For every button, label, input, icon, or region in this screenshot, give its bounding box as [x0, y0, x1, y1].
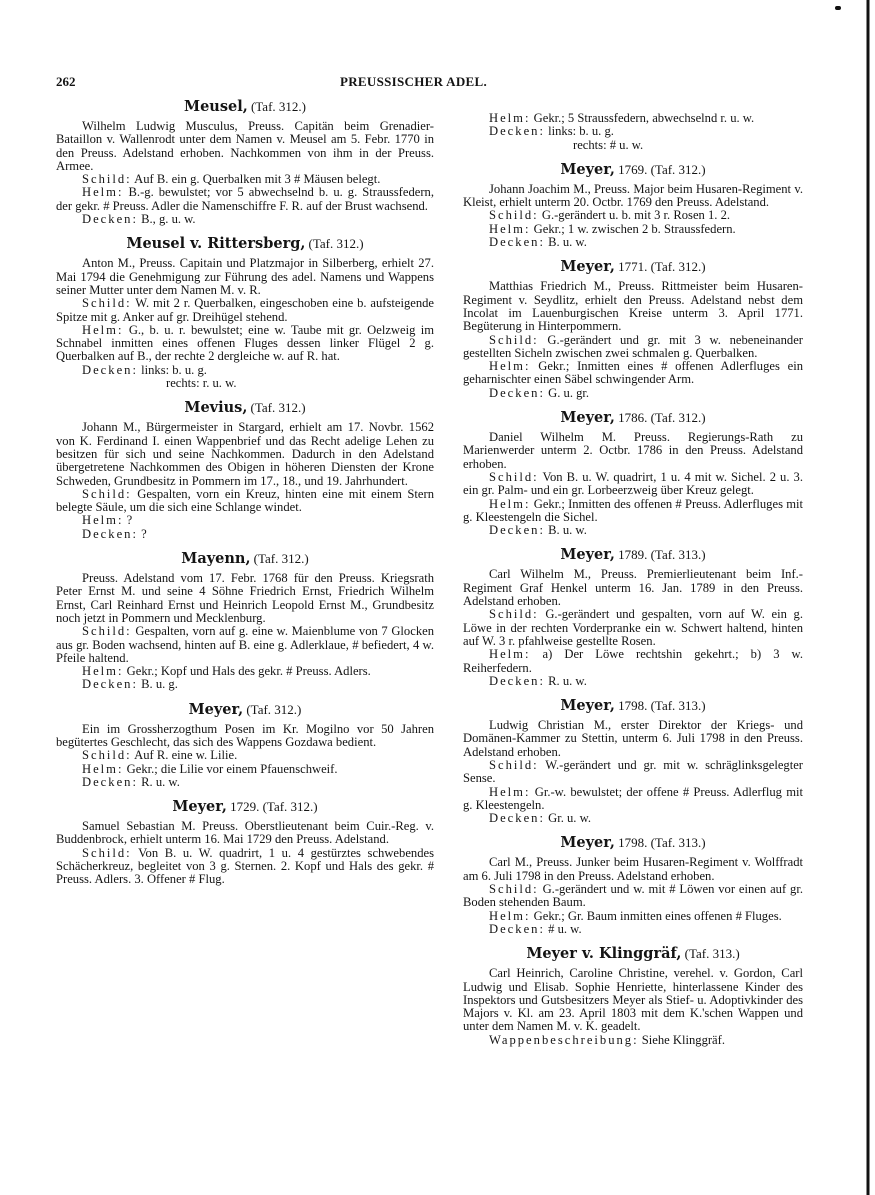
paragraph-text: G. u. gr.	[548, 385, 590, 400]
blazon-label: Helm:	[82, 513, 124, 528]
blazon-label: Schild:	[489, 208, 539, 223]
paragraph-text: links: b. u. g.	[548, 124, 614, 139]
blazon-line	[463, 471, 803, 498]
entry-heading	[463, 161, 803, 179]
blazon-label: Decken:	[489, 921, 545, 936]
blazon-line	[56, 364, 434, 377]
paragraph-text: Von B. u. W. quadrirt, 1 u. 4 gestürztes schwebendes Schächerkreuz, begleitet von 3 g. Sternen. 2. Kopf und Hals des gekr. # Preuss. Adlers. 3. Offener # Flug.	[56, 845, 434, 887]
blazon-label: Decken:	[82, 362, 138, 377]
blazon-label: Decken:	[489, 385, 545, 400]
entry	[463, 834, 803, 936]
paragraph-text: Gr.-w. bewulstet; der offene # Preuss. Adlerflug mit g. Kleestengeln.	[463, 784, 803, 812]
blazon-label: Schild:	[489, 607, 539, 622]
plate-reference: 1771. (Taf. 312.)	[618, 259, 706, 275]
paragraph-text: Ein im Grossherzogthum Posen im Kr. Mogilno vor 50 Jahren begütertes Geschlecht, das sich des Wappens Gozdawa bedient.	[56, 721, 434, 749]
blazon-line	[56, 173, 434, 186]
paragraph-text: Gespalten, vorn ein Kreuz, hinten eine mit einem Stern belegte Säule, um die sich eine Schlange windet.	[56, 486, 434, 515]
blazon-line	[463, 923, 803, 936]
plate-reference: (Taf. 312.)	[308, 236, 364, 252]
paragraph-text: Gekr.; Gr. Baum inmitten eines offenen # Fluges.	[533, 908, 782, 923]
blazon-line	[56, 213, 434, 226]
blazon-line	[56, 763, 434, 776]
entry	[56, 98, 434, 226]
paragraph-text: Daniel Wilhelm M. Preuss. Regierungs-Rath zu Marienwerder unterm 2. Octbr. 1786 in den Preuss. Adelstand erhoben.	[463, 430, 803, 471]
paragraph-text: B. u. w.	[548, 235, 587, 250]
paragraph-text: Johann M., Bürgermeister in Stargard, erhielt am 17. Novbr. 1562 von K. Ferdinand I. einen Wappenbrief und das Recht adelige Lehen zu besitzen für sich und seine Nachkommen. Dadurch in den Adelstand übergetretene Nachkommen des Obigen in höheren Diensten der Krone Schweden, Grundbesitz in Pommern im 17., 18., und 19. Jahrhundert.	[56, 420, 434, 488]
paragraph-text: links: b. u. g.	[141, 362, 207, 377]
right-column	[463, 112, 803, 1056]
blazon-label: Schild:	[82, 296, 132, 311]
paragraph-text: B. u. g.	[141, 677, 178, 692]
blazon-line	[463, 759, 803, 786]
blazon-line	[463, 812, 803, 825]
page-number: 262	[56, 74, 76, 89]
paragraph-text: R. u. w.	[141, 774, 180, 789]
blazon-line	[56, 625, 434, 665]
plate-reference: (Taf. 313.)	[684, 946, 740, 962]
blazon-line	[56, 514, 434, 527]
paragraph-text: ?	[141, 526, 147, 541]
paragraph-text: G.-gerändert und w. mit # Löwen vor einen auf gr. Boden stehenden Baum.	[463, 882, 803, 910]
family-name: Meyer,	[188, 700, 244, 718]
blazon-line	[463, 498, 803, 525]
blazon-label: Schild:	[82, 172, 132, 187]
entry-heading	[56, 399, 434, 417]
blazon-label: Helm:	[489, 221, 531, 236]
blazon-continuation	[463, 139, 803, 152]
paragraph-text: ?	[126, 513, 133, 528]
paragraph-text: Gespalten, vorn auf g. eine w. Maienblume von 7 Glocken aus gr. Boden wachsend, hinten auf B. eine g. Adlerklaue, # befiedert, 4 w. Pfeile haltend.	[56, 624, 434, 665]
paragraph-text: B.-g. bewulstet; vor 5 abwechselnd b. u. g. Straussfedern, der gekr. # Preuss. Adler die Namenschiffre F. R. auf der Brust wachsend.	[56, 185, 434, 213]
entry-text	[463, 719, 803, 759]
blazon-label: Decken:	[82, 774, 138, 789]
paragraph-text: G.-gerändert und gr. mit 3 w. nebeneinander gestellten Sicheln zwischen zwei schmalen g. Querbalken.	[463, 332, 803, 360]
paragraph-text: Preuss. Adelstand vom 17. Febr. 1768 für den Preuss. Kriegsrath Peter Ernst M. und seine 4 Söhne Friedrich Ernst, Friedrich Wilhelm Ernst, Carl Reinhard Ernst und Heinrich Leopold Ernst M., Grundbesitz noch jetzt in Pommern und Mecklenburg.	[56, 571, 434, 625]
blazon-line	[56, 186, 434, 213]
blazon-continuation	[56, 377, 434, 390]
paragraph-text: Gekr.; 1 w. zwischen 2 b. Straussfedern.	[533, 221, 736, 236]
blazon-label: Decken:	[82, 212, 138, 227]
family-name: Mayenn,	[181, 550, 251, 568]
family-name: Meyer,	[560, 834, 615, 852]
blazon-line	[463, 608, 803, 648]
family-name: Mevius,	[184, 399, 248, 417]
blazon-line	[56, 324, 434, 364]
plate-reference: 1789. (Taf. 313.)	[618, 547, 706, 563]
left-column	[56, 98, 434, 896]
paragraph-text: rechts: r. u. w.	[166, 376, 237, 391]
entry-text	[56, 723, 434, 750]
paragraph-text: B. u. w.	[548, 523, 587, 538]
plate-reference: (Taf. 312.)	[250, 99, 306, 114]
blazon-line	[463, 675, 803, 688]
blazon-line	[463, 387, 803, 400]
paragraph-text: G., b. u. r. bewulstet; eine w. Taube mit gr. Oelzweig im Schnabel inmitten eines offenen Fluges dessen linker Flügel 2 g. Querbalken auf B., der rechte 2 dergleiche w. auf R. hat.	[56, 322, 435, 364]
paragraph-text: Auf B. ein g. Querbalken mit 3 # Mäusen belegt.	[134, 172, 381, 187]
family-name: Meyer v. Klinggräf,	[526, 945, 682, 963]
paragraph-text: W. mit 2 r. Querbalken, eingeschoben eine b. aufsteigende Spitze mit g. Anker auf gr. Dreihügel stehend.	[56, 296, 435, 324]
blazon-line	[463, 209, 803, 222]
blazon-label: Helm:	[82, 322, 124, 337]
blazon-label: Helm:	[82, 664, 124, 679]
blazon-line	[56, 749, 434, 762]
paragraph-text: Samuel Sebastian M. Preuss. Oberstlieutenant beim Cuir.-Reg. v. Buddenbrock, erhielt unterm 16. Mai 1729 den Preuss. Adelstand.	[56, 819, 434, 847]
entry-text	[463, 280, 803, 333]
entry	[463, 697, 803, 825]
family-name: Meyer,	[560, 697, 615, 715]
blazon-line	[463, 223, 803, 236]
blazon-label: Schild:	[489, 882, 539, 897]
plate-reference: 1786. (Taf. 312.)	[618, 410, 706, 426]
blazon-line	[463, 334, 803, 361]
paragraph-text: G.-gerändert und gespalten, vorn auf W. ein g. Löwe in der rechten Vorderpranke ein w. Schwert haltend, hinten auf W. 3 r. pfahlweise gestellte Rosen.	[463, 607, 803, 648]
blazon-label: Decken:	[489, 811, 545, 826]
paragraph-text: Johann Joachim M., Preuss. Major beim Husaren-Regiment v. Kleist, erhielt unterm 20. Octbr. 1769 den Preuss. Adelstand.	[463, 181, 803, 210]
blazon-line	[56, 847, 434, 887]
blazon-line	[463, 125, 803, 138]
blazon-label: Schild:	[489, 757, 539, 772]
entry	[56, 399, 434, 541]
entry-text	[56, 120, 434, 173]
blazon-line	[463, 112, 803, 125]
blazon-label: Decken:	[489, 235, 545, 250]
paragraph-text: Gr. u. w.	[548, 811, 592, 826]
running-title: PREUSSISCHER ADEL.	[340, 74, 487, 89]
paragraph-text: Carl M., Preuss. Junker beim Husaren-Regiment v. Wolffradt am 6. Juli 1798 in den Preuss. Adelstand erhoben.	[463, 855, 803, 883]
entry-text	[56, 820, 434, 847]
entry	[463, 258, 803, 400]
entry-text	[463, 967, 803, 1033]
blazon-label: Wappenbeschreibung:	[489, 1032, 639, 1047]
blazon-line	[463, 524, 803, 537]
paragraph-text: Matthias Friedrich M., Preuss. Rittmeister beim Husaren-Regiment v. Seydlitz, erhielt den Preuss. Adelstand nebst dem Incolat im Lauenburgischen Kreise unterm 3. April 1771. Begüterung in Hinterpommern.	[463, 279, 803, 334]
entry-heading	[463, 258, 803, 276]
blazon-line	[463, 1034, 803, 1047]
entry-heading	[463, 945, 803, 963]
paragraph-text: B., g. u. w.	[141, 212, 196, 227]
entry-heading	[463, 697, 803, 715]
paragraph-text: Gekr.; Inmitten des offenen # Preuss. Adlerfluges mit g. Kleestengeln die Sichel.	[463, 496, 803, 524]
paragraph-text: Ludwig Christian M., erster Direktor der Kriegs- und Domänen-Kammer zu Stettin, unterm 6. Juli 1798 in den Preuss. Adelstand erhoben.	[463, 718, 803, 759]
paragraph-text: W.-gerändert und gr. mit w. schräglinksgelegter Sense.	[463, 757, 803, 786]
blazon-label: Decken:	[82, 677, 138, 692]
blazon-label: Schild:	[82, 486, 132, 501]
entry	[56, 798, 434, 886]
blazon-label: Schild:	[82, 845, 132, 860]
paragraph-text: a) Der Löwe rechtshin gekehrt.; b) 3 w. Reiherfedern.	[463, 647, 803, 675]
family-name: Meusel,	[184, 98, 248, 115]
paragraph-text: Wilhelm Ludwig Musculus, Preuss. Capitän beim Grenadier-Bataillon v. Wallenrodt unter dem Namen v. Meusel am 5. Febr. 1770 in den Preuss. Adelstand erhoben. Nachkommen von ihm in der Preuss. Armee.	[56, 119, 434, 173]
paragraph-text: Gekr.; Kopf und Hals des gekr. # Preuss. Adlers.	[126, 664, 371, 679]
entry-text	[463, 183, 803, 210]
plate-reference: 1798. (Taf. 313.)	[618, 835, 706, 851]
plate-reference: 1729. (Taf. 312.)	[230, 799, 318, 815]
blazon-label: Helm:	[489, 111, 531, 125]
blazon-label: Helm:	[489, 647, 531, 662]
blazon-label: Helm:	[489, 784, 531, 799]
paragraph-text: Siehe Klinggräf.	[641, 1032, 725, 1047]
family-name: Meyer,	[560, 546, 615, 564]
entry-text	[56, 257, 434, 297]
plate-reference: (Taf. 312.)	[246, 701, 302, 717]
scan-speck	[835, 6, 841, 10]
family-name: Meusel v. Rittersberg,	[126, 235, 306, 253]
blazon-label: Schild:	[489, 332, 539, 347]
blazon-label: Helm:	[82, 185, 124, 200]
plate-reference: 1769. (Taf. 312.)	[618, 161, 706, 177]
blazon-line	[56, 488, 434, 515]
entry	[463, 161, 803, 249]
blazon-label: Helm:	[82, 761, 124, 776]
entry-heading	[56, 98, 434, 116]
blazon-label: Helm:	[489, 908, 531, 923]
entry-heading	[56, 550, 434, 568]
paragraph-text: Carl Wilhelm M., Preuss. Premierlieutenant beim Inf.-Regiment Graf Henkel unterm 16. Jan. 1789 in den Preuss. Adelstand erhoben.	[463, 567, 803, 609]
blazon-label: Schild:	[82, 748, 132, 763]
plate-reference: 1798. (Taf. 313.)	[618, 698, 706, 714]
blazon-label: Decken:	[489, 124, 545, 139]
paragraph-text: Gekr.; Inmitten eines # offenen Adlerfluges ein geharnischter einen Säbel schwingender Arm.	[463, 359, 804, 387]
plate-reference: (Taf. 312.)	[250, 400, 306, 416]
entry-heading	[56, 701, 434, 719]
paragraph-text: rechts: # u. w.	[573, 137, 644, 152]
entry	[463, 546, 803, 688]
entry	[56, 550, 434, 692]
entry-text	[56, 572, 434, 625]
entry-heading	[463, 409, 803, 427]
blazon-label: Decken:	[489, 523, 545, 538]
entry-heading	[56, 798, 434, 816]
paragraph-text: Auf R. eine w. Lilie.	[134, 748, 238, 763]
entry-text	[463, 431, 803, 471]
blazon-line	[463, 786, 803, 813]
blazon-label: Schild:	[489, 469, 539, 484]
entry	[56, 701, 434, 789]
blazon-line	[56, 776, 434, 789]
entry-heading	[56, 235, 434, 253]
paragraph-text: Carl Heinrich, Caroline Christine, verehel. v. Gordon, Carl Ludwig und Elisab. Sophie Henriette, hinterlassene Kinder des Inspektors und Gutsbesitzers Meyer als Stief- u. Adoptivkinder des Majors v. Kl. am 23. April 1803 mit dem K.'schen Wappen und unter dem Namen M. v. K. geadelt.	[463, 966, 803, 1034]
entry	[463, 945, 803, 1047]
paragraph-text: Von B. u. W. quadrirt, 1 u. 4 mit w. Sichel. 2 u. 3. ein gr. Palm- und ein gr. Lorbeerzweig über Kreuz gelegt.	[463, 469, 803, 498]
paragraph-text: Gekr.; die Lilie vor einem Pfauenschweif.	[126, 761, 338, 776]
blazon-label: Helm:	[489, 359, 531, 374]
family-name: Meyer,	[560, 258, 615, 276]
blazon-line	[56, 665, 434, 678]
blazon-line	[463, 910, 803, 923]
entry-heading	[463, 546, 803, 564]
entry	[56, 235, 434, 390]
blazon-label: Decken:	[82, 526, 138, 541]
paragraph-text: R. u. w.	[548, 673, 587, 688]
blazon-line	[56, 297, 434, 324]
entry-text	[463, 856, 803, 883]
entry	[463, 409, 803, 537]
blazon-line	[463, 648, 803, 675]
blazon-line	[56, 528, 434, 541]
blazon-line	[56, 678, 434, 691]
family-name: Meyer,	[560, 160, 615, 178]
entry-heading	[463, 834, 803, 852]
blazon-line	[463, 883, 803, 910]
blazon-label: Helm:	[489, 496, 531, 511]
paragraph-text: Anton M., Preuss. Capitain und Platzmajor in Silberberg, erhielt 27. Mai 1794 die Genehmigung zur Führung des adel. Namens und Wappens seiner Mutter unter dem Namen M. v. R.	[56, 256, 434, 297]
blazon-label: Decken:	[489, 673, 545, 688]
entry	[463, 112, 803, 152]
paragraph-text: Gekr.; 5 Straussfedern, abwechselnd r. u. w.	[533, 111, 755, 125]
entry-text	[56, 421, 434, 487]
family-name: Meyer,	[560, 409, 615, 427]
family-name: Meyer,	[172, 798, 227, 816]
plate-reference: (Taf. 312.)	[253, 551, 309, 567]
blazon-line	[463, 236, 803, 249]
entry-text	[463, 568, 803, 608]
paragraph-text: G.-gerändert u. b. mit 3 r. Rosen 1. 2.	[541, 208, 731, 223]
blazon-label: Schild:	[82, 624, 132, 639]
blazon-line	[463, 360, 803, 387]
paragraph-text: # u. w.	[548, 921, 582, 936]
page-edge-shadow	[861, 0, 875, 1195]
